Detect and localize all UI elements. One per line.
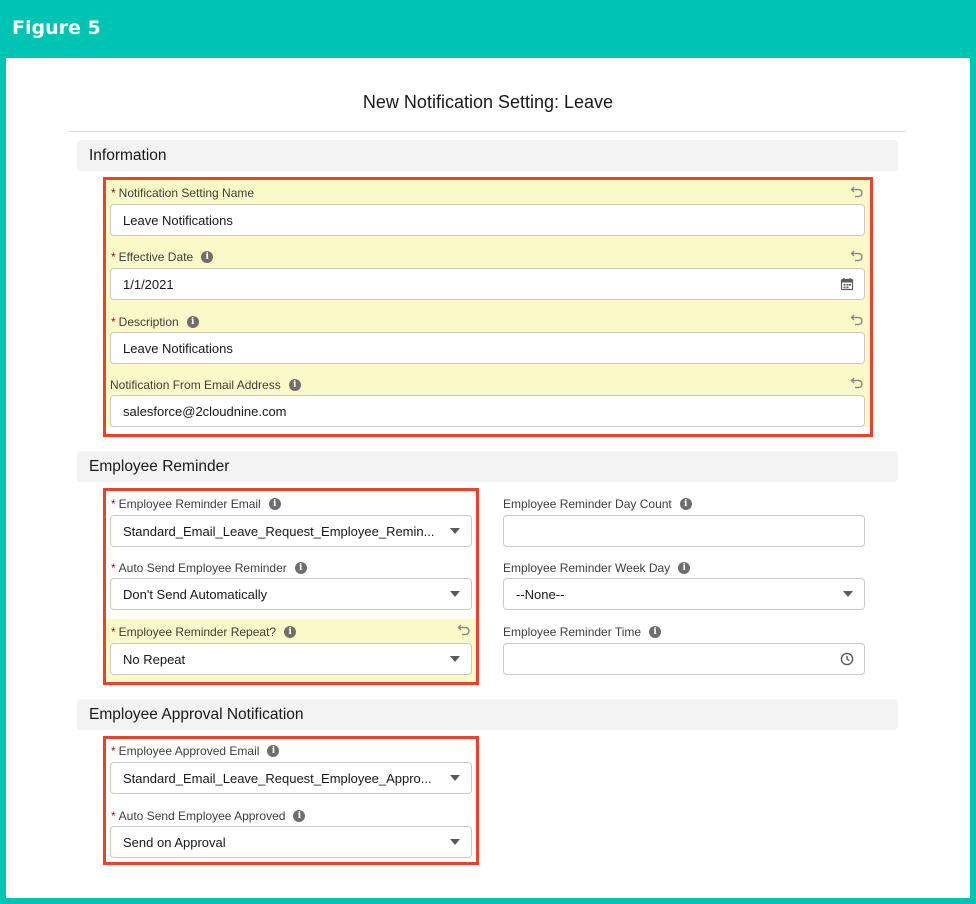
reminder-repeat-label-text: Employee Reminder Repeat? <box>118 625 277 639</box>
info-icon[interactable]: i <box>187 316 199 328</box>
info-icon[interactable]: i <box>293 810 305 822</box>
section-employee-reminder[interactable]: Employee Reminder <box>77 451 898 482</box>
reminder-week-day-value: --None-- <box>516 587 565 602</box>
effective-date-label-text: Effective Date <box>118 250 194 264</box>
required-marker: * <box>111 315 116 329</box>
required-marker: * <box>111 497 116 511</box>
page-title: New Notification Setting: Leave <box>362 92 614 112</box>
effective-date-value: 1/1/2021 <box>123 277 174 292</box>
info-icon[interactable]: i <box>289 379 301 391</box>
section-information[interactable]: Information <box>77 140 898 171</box>
info-icon[interactable]: i <box>295 562 307 574</box>
info-icon[interactable]: i <box>269 498 281 510</box>
description-input[interactable]: Leave Notifications <box>110 332 865 364</box>
required-marker: * <box>111 809 116 823</box>
reminder-day-count-input[interactable] <box>503 515 865 547</box>
reminder-week-day-label <box>503 561 690 575</box>
reminder-time-input[interactable] <box>503 643 865 675</box>
info-icon[interactable]: i <box>267 745 279 757</box>
info-icon[interactable]: i <box>649 626 661 638</box>
reminder-email-value: Standard_Email_Leave_Request_Employee_Remin... <box>123 524 435 539</box>
reminder-day-count-label-text: Employee Reminder Day Count <box>503 497 672 511</box>
clock-icon[interactable] <box>840 652 854 666</box>
info-icon[interactable]: i <box>201 251 213 263</box>
auto-send-approved-label-text: Auto Send Employee Approved <box>118 809 286 823</box>
required-marker: * <box>111 186 116 200</box>
reminder-repeat-value: No Repeat <box>123 652 186 667</box>
reminder-week-day-select[interactable] <box>503 578 865 610</box>
annotation-box <box>103 488 479 685</box>
auto-send-reminder-label-text: Auto Send Employee Reminder <box>118 561 287 575</box>
required-marker: * <box>111 744 116 758</box>
setting-name-input[interactable]: Leave Notifications <box>110 204 865 236</box>
info-icon[interactable]: i <box>680 498 692 510</box>
figure-label: Figure 5 <box>0 0 976 58</box>
required-marker: * <box>111 625 116 639</box>
annotation-box <box>103 177 873 437</box>
required-marker: * <box>111 250 116 264</box>
auto-send-approved-value: Send on Approval <box>123 835 226 850</box>
approved-email-value: Standard_Email_Leave_Request_Employee_Appro... <box>123 771 432 786</box>
from-email-input[interactable]: salesforce@2cloudnine.com <box>110 395 865 427</box>
auto-send-reminder-value: Don't Send Automatically <box>123 587 268 602</box>
description-label-text: Description <box>118 315 179 329</box>
required-marker: * <box>111 561 116 575</box>
reminder-email-label-text: Employee Reminder Email <box>118 497 261 511</box>
reminder-time-label <box>503 625 661 639</box>
chevron-down-icon <box>843 591 853 597</box>
from-email-label-text: Notification From Email Address <box>110 378 281 392</box>
reminder-day-count-label <box>503 497 692 511</box>
info-icon[interactable]: i <box>678 562 690 574</box>
annotation-box <box>103 736 479 865</box>
reminder-time-label-text: Employee Reminder Time <box>503 625 642 639</box>
reminder-week-day-label-text: Employee Reminder Week Day <box>503 561 671 575</box>
approved-email-label-text: Employee Approved Email <box>118 744 260 758</box>
setting-name-label-text: Notification Setting Name <box>118 186 255 200</box>
info-icon[interactable]: i <box>284 626 296 638</box>
section-employee-approval[interactable]: Employee Approval Notification <box>77 699 898 730</box>
title-divider <box>69 131 906 132</box>
